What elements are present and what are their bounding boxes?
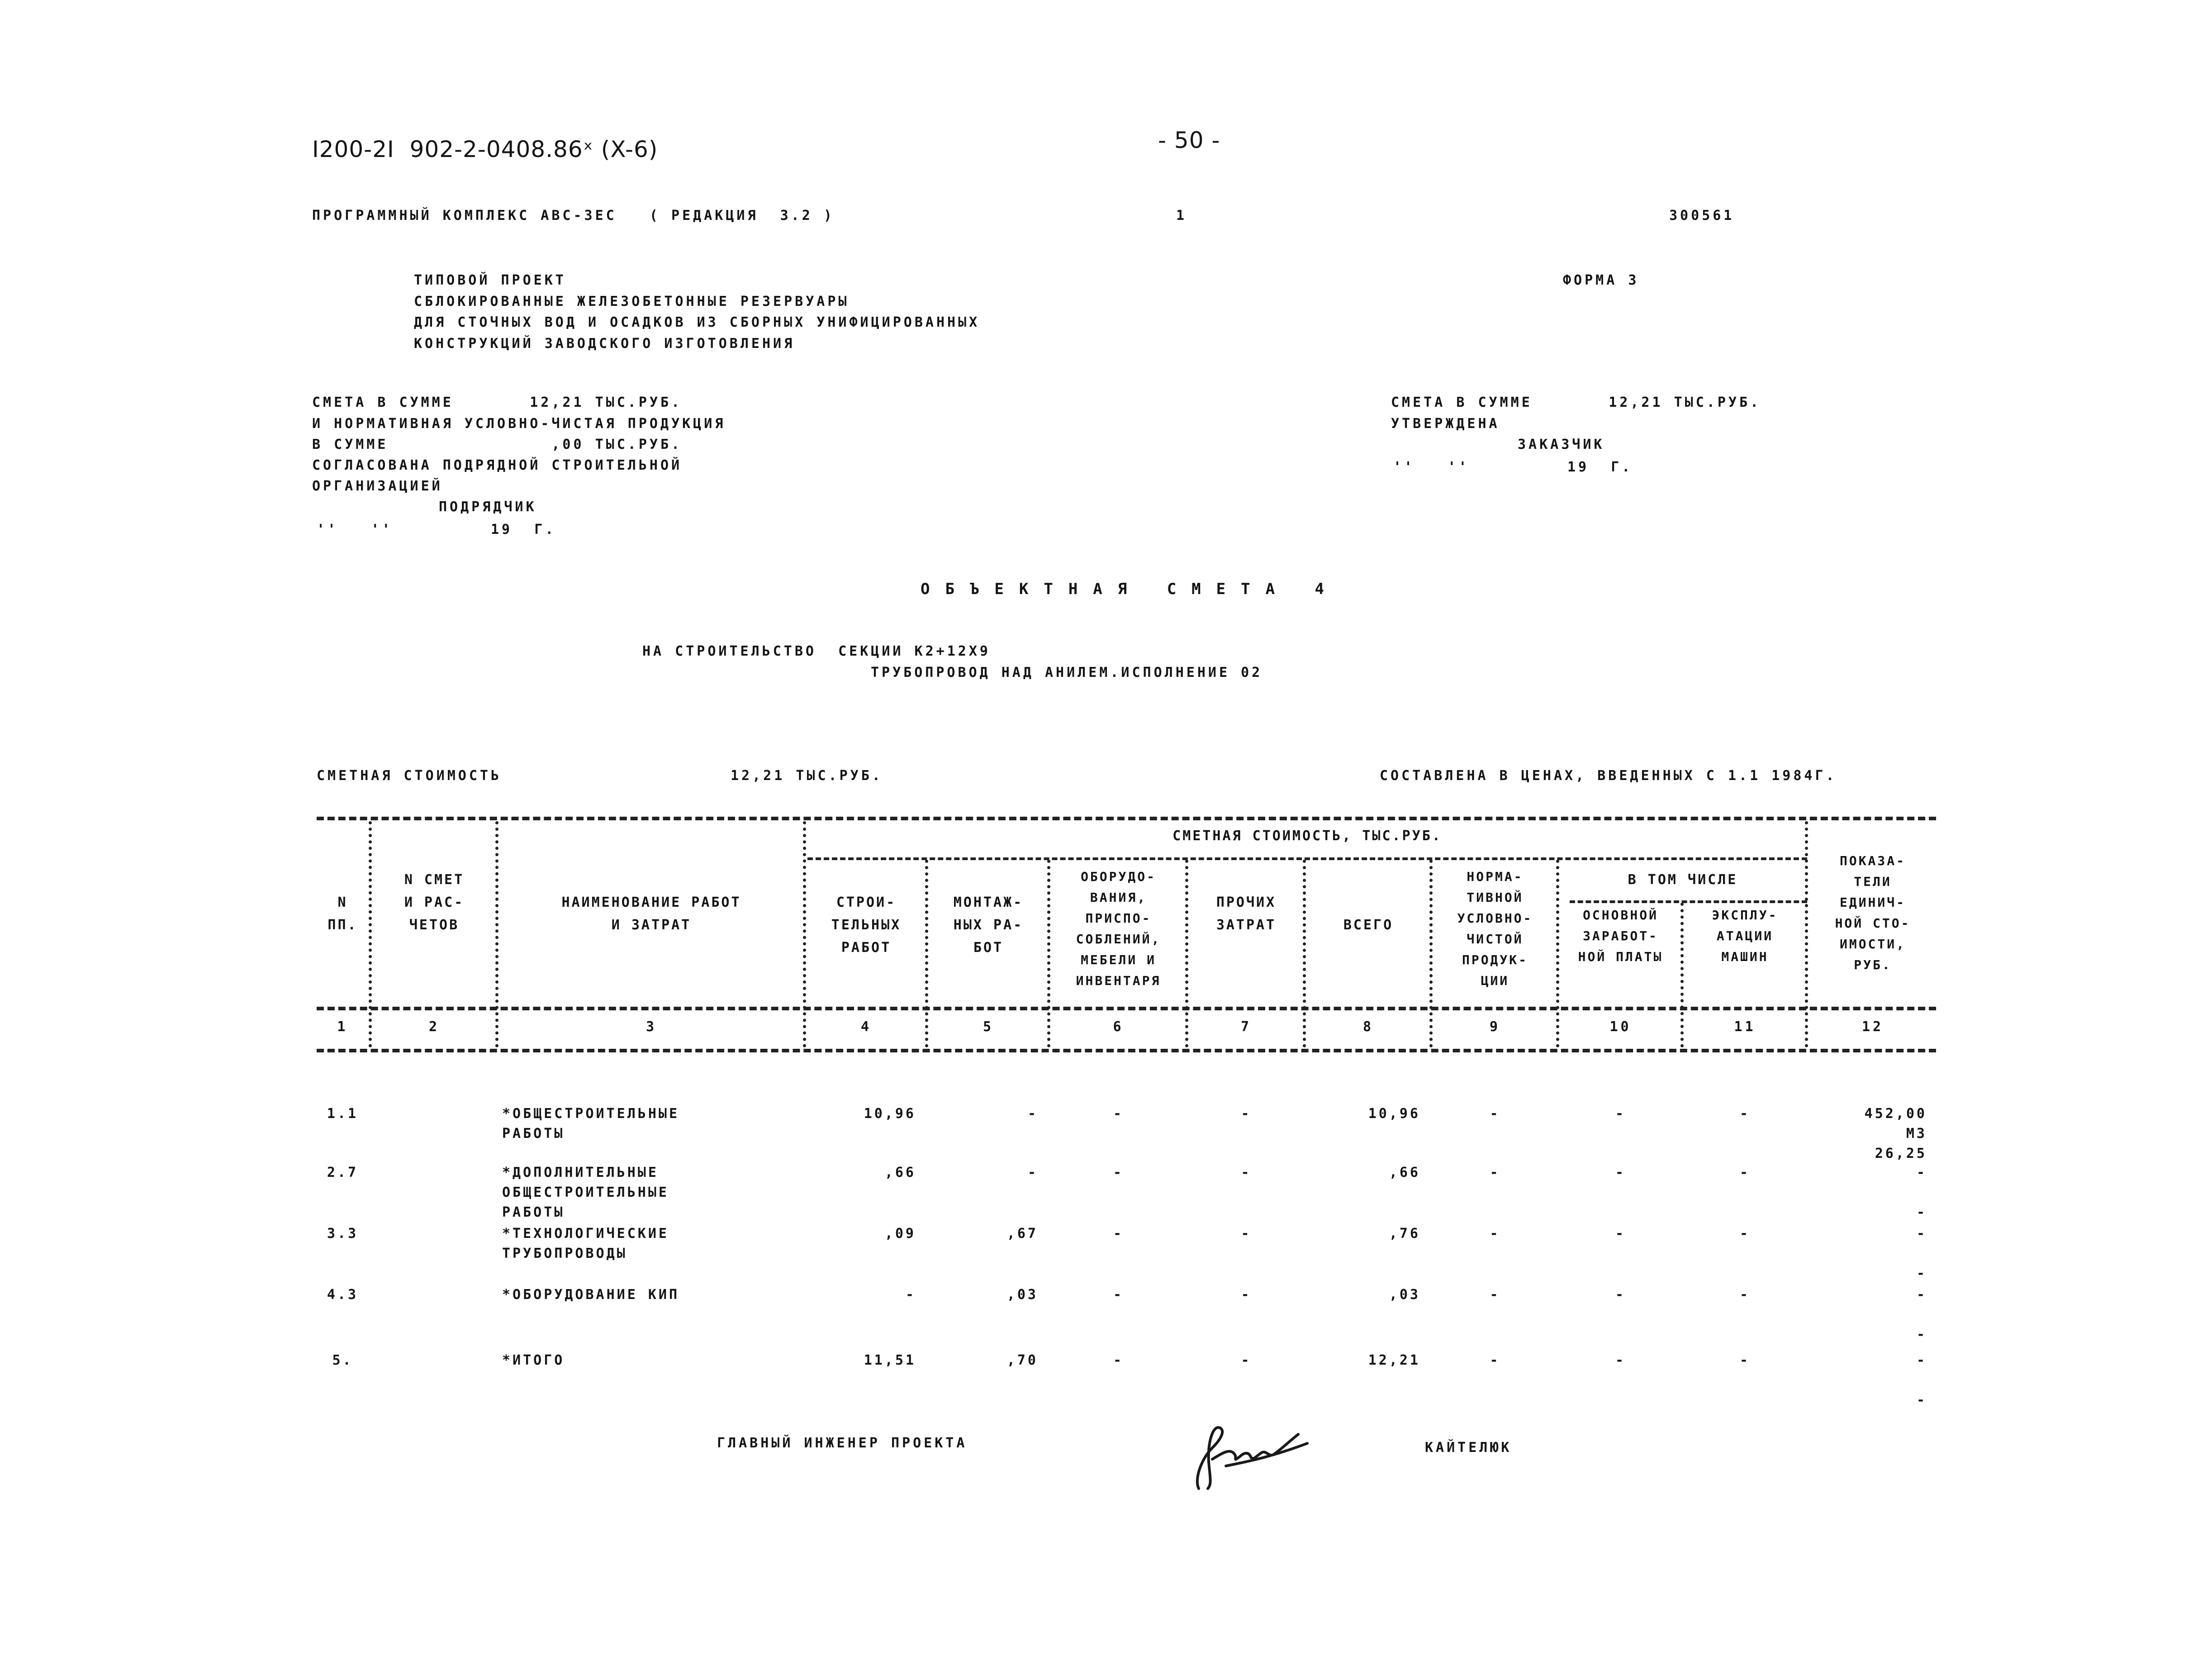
signature-image [1181,1416,1316,1493]
column-number-5: 5 [983,1019,994,1035]
estimate-subtitle-2: ТРУБОПРОВОД НАД АНИЛЕМ.ИСПОЛНЕНИЕ 02 [871,665,1263,680]
column-number-9: 9 [1489,1019,1501,1035]
left-block-line-1: СМЕТА В СУММЕ 12,21 ТЫС.РУБ. [312,395,683,410]
row-equipment: - [1113,1165,1124,1180]
estimate-title: ОБЪЕКТНАЯ СМЕТА 4 [921,580,1339,598]
row-base-salary: - [1615,1352,1626,1368]
row-number: 1.1 [327,1106,359,1122]
row-number: 2.7 [327,1165,359,1180]
row-name: *ИТОГО [502,1352,565,1368]
estimate-subtitle-1: НА СТРОИТЕЛЬСТВО СЕКЦИИ К2+12Х9 [642,643,991,659]
row-building-works: 10,96 [864,1106,916,1122]
col-header-8: ВСЕГО [1343,917,1394,933]
column-number-6: 6 [1113,1019,1124,1035]
row-other-costs: - [1241,1226,1252,1242]
project-line-2: СБЛОКИРОВАННЫЕ ЖЕЛЕЗОБЕТОННЫЕ РЕЗЕРВУАРЫ [414,294,850,309]
row-machines: - [1739,1106,1751,1122]
row-number: 4.3 [327,1287,359,1303]
col-header-7: ПРОЧИХ ЗАТРАТ [1216,895,1277,933]
left-block-line-3: В СУММЕ ,00 ТЫС.РУБ. [312,437,683,452]
column-number-1: 1 [337,1019,348,1035]
row-unit-cost: - - [1916,1287,1927,1342]
col-header-6: ОБОРУДО- ВАНИЯ, ПРИСПО- СОБЛЕНИЙ, МЕБЕЛИ И ИНВЕНТАРЯ [1076,869,1161,988]
row-other-costs: - [1241,1352,1252,1368]
row-base-salary: - [1615,1165,1626,1180]
row-net-production: - [1490,1287,1500,1303]
row-building-works: ,09 [884,1226,916,1242]
row-other-costs: - [1241,1287,1252,1303]
right-block-line-3: ЗАКАЗЧИК [1518,437,1605,452]
row-unit-cost: 452,00 М3 26,25 [1864,1106,1927,1161]
row-equipment: - [1113,1287,1124,1303]
numbers-bottom-rule [317,1049,1936,1052]
col-header-9: НОРМА- ТИВНОЙ УСЛОВНО- ЧИСТОЙ ПРОДУК- ЦИИ [1457,869,1533,988]
program-line: ПРОГРАММНЫЙ КОМПЛЕКС АВС-3ЕС ( РЕДАКЦИЯ 3.2 ) [312,208,835,224]
column-number-8: 8 [1362,1019,1374,1035]
row-mounting-works: ,70 [1006,1352,1038,1368]
right-block-line-4: '' '' 19 Г. [1393,459,1633,475]
col-header-11: ЭКСПЛУ- АТАЦИИ МАШИН [1712,908,1778,964]
row-number: 5. [332,1352,353,1368]
document-code: I200-2I 902-2-0408.86ˣ (X-6) [312,136,658,162]
table-top-rule [317,817,1936,820]
col-header-2: N СМЕТ И РАС- ЧЕТОВ [404,872,465,933]
estimated-cost-label: СМЕТНАЯ СТОИМОСТЬ [317,768,502,784]
row-equipment: - [1113,1106,1124,1122]
row-net-production: - [1490,1226,1500,1242]
incl-header: В ТОМ ЧИСЛЕ [1628,872,1738,888]
row-other-costs: - [1241,1106,1252,1122]
row-total: 12,21 [1368,1352,1420,1368]
row-mounting-works: - [1027,1165,1038,1180]
row-unit-cost: - - [1916,1165,1927,1220]
col-header-12: ПОКАЗА- ТЕЛИ ЕДИНИЧ- НОЙ СТО- ИМОСТИ, РУБ. [1835,853,1911,972]
column-number-4: 4 [860,1019,872,1035]
row-equipment: - [1113,1226,1124,1242]
column-number-10: 10 [1609,1019,1632,1035]
row-unit-cost: - - [1916,1226,1927,1281]
group-header-rule [807,857,1807,860]
form-label: ФОРМА 3 [1563,272,1639,288]
row-base-salary: - [1615,1287,1626,1303]
row-base-salary: - [1615,1226,1626,1242]
col-header-3: НАИМЕНОВАНИЕ РАБОТ И ЗАТРАТ [561,895,741,933]
column-number-2: 2 [428,1019,440,1035]
col-header-10: ОСНОВНОЙ ЗАРАБОТ- НОЙ ПЛАТЫ [1578,908,1663,964]
row-total: ,66 [1389,1165,1420,1180]
row-machines: - [1739,1352,1751,1368]
left-block-line-6: ПОДРЯДЧИК [439,499,537,515]
row-name: *ОБОРУДОВАНИЕ КИП [502,1287,680,1303]
row-total: ,03 [1389,1287,1420,1303]
row-mounting-works: - [1027,1106,1038,1122]
page-number: - 50 - [1158,127,1220,153]
group-header: СМЕТНАЯ СТОИМОСТЬ, ТЫС.РУБ. [1172,828,1442,844]
row-name: *ОБЩЕСТРОИТЕЛЬНЫЕ РАБОТЫ [502,1106,680,1142]
row-machines: - [1739,1165,1751,1180]
right-block-line-2: УТВЕРЖДЕНА [1391,416,1500,432]
row-building-works: 11,51 [864,1352,916,1368]
row-name: *ДОПОЛНИТЕЛЬНЫЕ ОБЩЕСТРОИТЕЛЬНЫЕ РАБОТЫ [502,1165,669,1220]
column-number-11: 11 [1734,1019,1756,1035]
page-index: 1 [1176,208,1187,224]
column-number-7: 7 [1240,1019,1252,1035]
left-block-line-5: ОРГАНИЗАЦИЕЙ [312,478,443,494]
incl-header-rule [1570,900,1807,903]
left-block-line-7: '' '' 19 Г. [317,522,556,538]
project-line-3: ДЛЯ СТОЧНЫХ ВОД И ОСАДКОВ ИЗ СБОРНЫХ УНИФИЦИРОВАННЫХ [414,314,980,330]
header-bottom-rule [317,1007,1936,1010]
col-header-1: N ПП. [328,895,358,933]
row-building-works: ,66 [884,1165,916,1180]
row-machines: - [1739,1226,1751,1242]
row-total: 10,96 [1368,1106,1420,1122]
project-line-4: КОНСТРУКЦИЙ ЗАВОДСКОГО ИЗГОТОВЛЕНИЯ [414,336,795,352]
left-block-line-2: И НОРМАТИВНАЯ УСЛОВНО-ЧИСТАЯ ПРОДУКЦИЯ [312,416,726,432]
estimated-cost-value: 12,21 ТЫС.РУБ. [731,768,883,784]
row-total: ,76 [1389,1226,1420,1242]
row-number: 3.3 [327,1226,359,1242]
left-block-line-4: СОГЛАСОВАНА ПОДРЯДНОЙ СТРОИТЕЛЬНОЙ [312,457,683,473]
signature-name: КАЙТЕЛЮК [1425,1440,1512,1456]
project-line-1: ТИПОВОЙ ПРОЕКТ [414,272,566,288]
prices-basis: СОСТАВЛЕНА В ЦЕНАХ, ВВЕДЕННЫХ С 1.1 1984Г. [1380,768,1837,784]
row-unit-cost: - - [1916,1352,1927,1408]
row-net-production: - [1490,1352,1500,1368]
col-header-5: МОНТАЖ- НЫХ РА- БОТ [953,895,1024,956]
row-equipment: - [1113,1352,1124,1368]
row-name: *ТЕХНОЛОГИЧЕСКИЕ ТРУБОПРОВОДЫ [502,1226,669,1261]
right-block-line-1: СМЕТА В СУММЕ 12,21 ТЫС.РУБ. [1391,395,1761,410]
row-mounting-works: ,03 [1006,1287,1038,1303]
row-building-works: - [905,1287,916,1303]
row-other-costs: - [1241,1165,1252,1180]
column-number-12: 12 [1861,1019,1884,1035]
row-net-production: - [1490,1106,1500,1122]
row-net-production: - [1490,1165,1500,1180]
document-id: 300561 [1669,208,1735,224]
column-number-3: 3 [646,1019,657,1035]
row-machines: - [1739,1287,1751,1303]
row-base-salary: - [1615,1106,1626,1122]
chief-engineer-label: ГЛАВНЫЙ ИНЖЕНЕР ПРОЕКТА [717,1435,968,1451]
col-header-4: СТРОИ- ТЕЛЬНЫХ РАБОТ [831,895,902,956]
row-mounting-works: ,67 [1006,1226,1038,1242]
